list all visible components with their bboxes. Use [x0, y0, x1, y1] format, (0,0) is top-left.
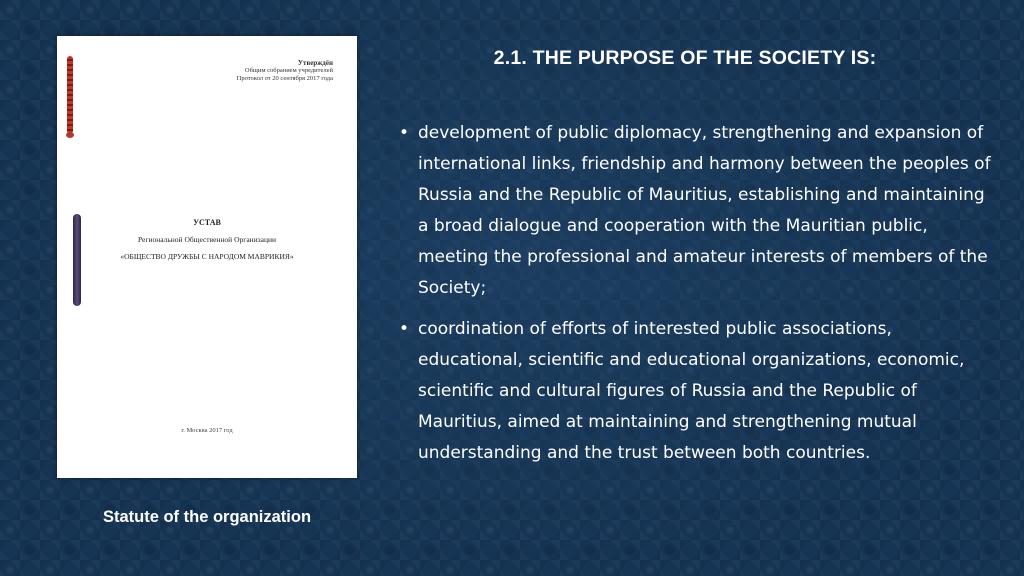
organization-type: Региональной Общественной Организации — [137, 235, 277, 244]
approval-stamp-text — [237, 59, 333, 83]
approval-line: Общим собранием учредителей — [244, 67, 333, 74]
approval-line: Протокол от 20 сентября 2017 года — [236, 75, 333, 82]
red-binding-cord — [67, 56, 73, 134]
document-title: УСТАВ — [193, 218, 221, 227]
image-caption: Statute of the organization — [102, 508, 312, 526]
approval-title: Утверждён — [297, 59, 333, 67]
bullet-item: • coordination of efforts of interested public associations, educational, scientific and educational organizations, economic, scientific and cultural figures of Russia and the Republic of Mauritius, aimed at maintaining and strengthening mutual understanding and the trust between both countries. — [395, 314, 995, 469]
statute-document-image — [57, 36, 357, 478]
organization-name: «ОБЩЕСТВО ДРУЖБЫ С НАРОДОМ МАВРИКИЯ» — [120, 252, 294, 261]
slide-heading: 2.1. THE PURPOSE OF THE SOCIETY IS: — [493, 47, 877, 69]
purpose-bullet-list — [395, 118, 995, 479]
document-place-date: г. Москва 2017 год — [181, 427, 233, 434]
document-title-block — [57, 214, 357, 265]
bullet-item: • development of public diplomacy, strengthening and expansion of international links, friendship and harmony between the peoples of Russia and the Republic of Mauritius, establishing and maintaining a broad dialogue and cooperation with the Mauritian public, meeting the professional and amateur interests of members of the Society; — [395, 118, 995, 304]
